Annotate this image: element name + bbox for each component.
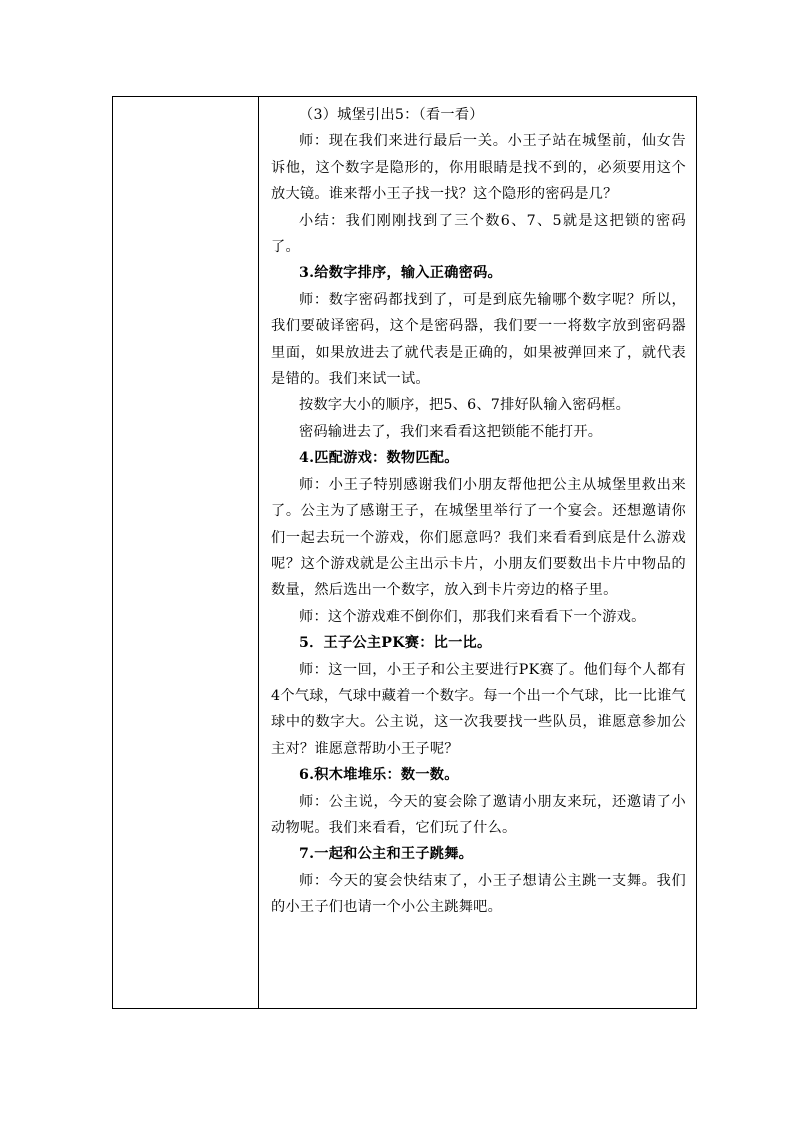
- paragraph-teacher-last-level: 师：现在我们来进行最后一关。小王子站在城堡前，仙女告诉他，这个数字是隐形的，你用眼睛是找不到的，必须要用这个放大镜。谁来帮小王子找一找？这个隐形的密码是几？: [271, 133, 686, 203]
- paragraph-teacher-animals: 师：公主说，今天的宴会除了邀请小朋友来玩，还邀请了小动物呢。我们来看看，它们玩了什么。: [271, 793, 686, 836]
- paragraph-teacher-banquet: 师：小王子特别感谢我们小朋友帮他把公主从城堡里救出来了。公主为了感谢王子，在城堡里举行了一个宴会。还想邀请你们一起去玩一个游戏，你们愿意吗？我们来看看到底是什么游戏呢？这个游戏就是公主出示卡片，小朋友们要数出卡片中物品的数量，然后选出一个数字，放入到卡片旁边的格子里。: [271, 476, 686, 599]
- section-heading-matching-game: 4.匹配游戏：数物匹配。: [299, 450, 459, 467]
- lesson-content: [271, 102, 686, 921]
- section-heading-sort-numbers: 3.给数字排序，输入正确密码。: [299, 265, 502, 282]
- table-right-column: [259, 97, 696, 1008]
- paragraph-unlock: 密码输进去了，我们来看看这把锁能不能打开。: [299, 423, 603, 440]
- section-heading-castle: （3）城堡引出5：（看一看）: [299, 107, 484, 123]
- table-left-column: [113, 97, 259, 1008]
- paragraph-teacher-pk: 师：这一回，小王子和公主要进行PK赛了。他们每个人都有4个气球，气球中藏着一个数字。每一个出一个气球，比一比谁气球中的数字大。公主说，这一次我要找一些队员，谁愿意参加公主对？谁愿意帮助小王子呢？: [271, 661, 686, 757]
- paragraph-teacher-next-game: 师：这个游戏难不倒你们，那我们来看看下一个游戏。: [299, 608, 646, 625]
- section-heading-dance: 7.一起和公主和王子跳舞。: [299, 846, 474, 863]
- paragraph-teacher-password: 师：数字密码都找到了，可是到底先输哪个数字呢？所以，我们要破译密码，这个是密码器，我们要一一将数字放到密码器里面，如果放进去了就代表是正确的，如果被弹回来了，就代表是错的。我们来试一试。: [271, 291, 686, 388]
- section-heading-pk-match: 5．王子公主PK赛：比一比。: [299, 635, 492, 652]
- lesson-table: [112, 96, 697, 1009]
- paragraph-summary: 小结：我们刚刚找到了三个数6、7、5就是这把锁的密码了。: [271, 212, 686, 256]
- section-heading-blocks: 6.积木堆堆乐：数一数。: [299, 767, 459, 784]
- paragraph-order: 按数字大小的顺序，把5、6、7排好队输入密码框。: [299, 397, 631, 414]
- paragraph-teacher-dance: 师：今天的宴会快结束了，小王子想请公主跳一支舞。我们的小王子们也请一个小公主跳舞吧。: [271, 872, 686, 916]
